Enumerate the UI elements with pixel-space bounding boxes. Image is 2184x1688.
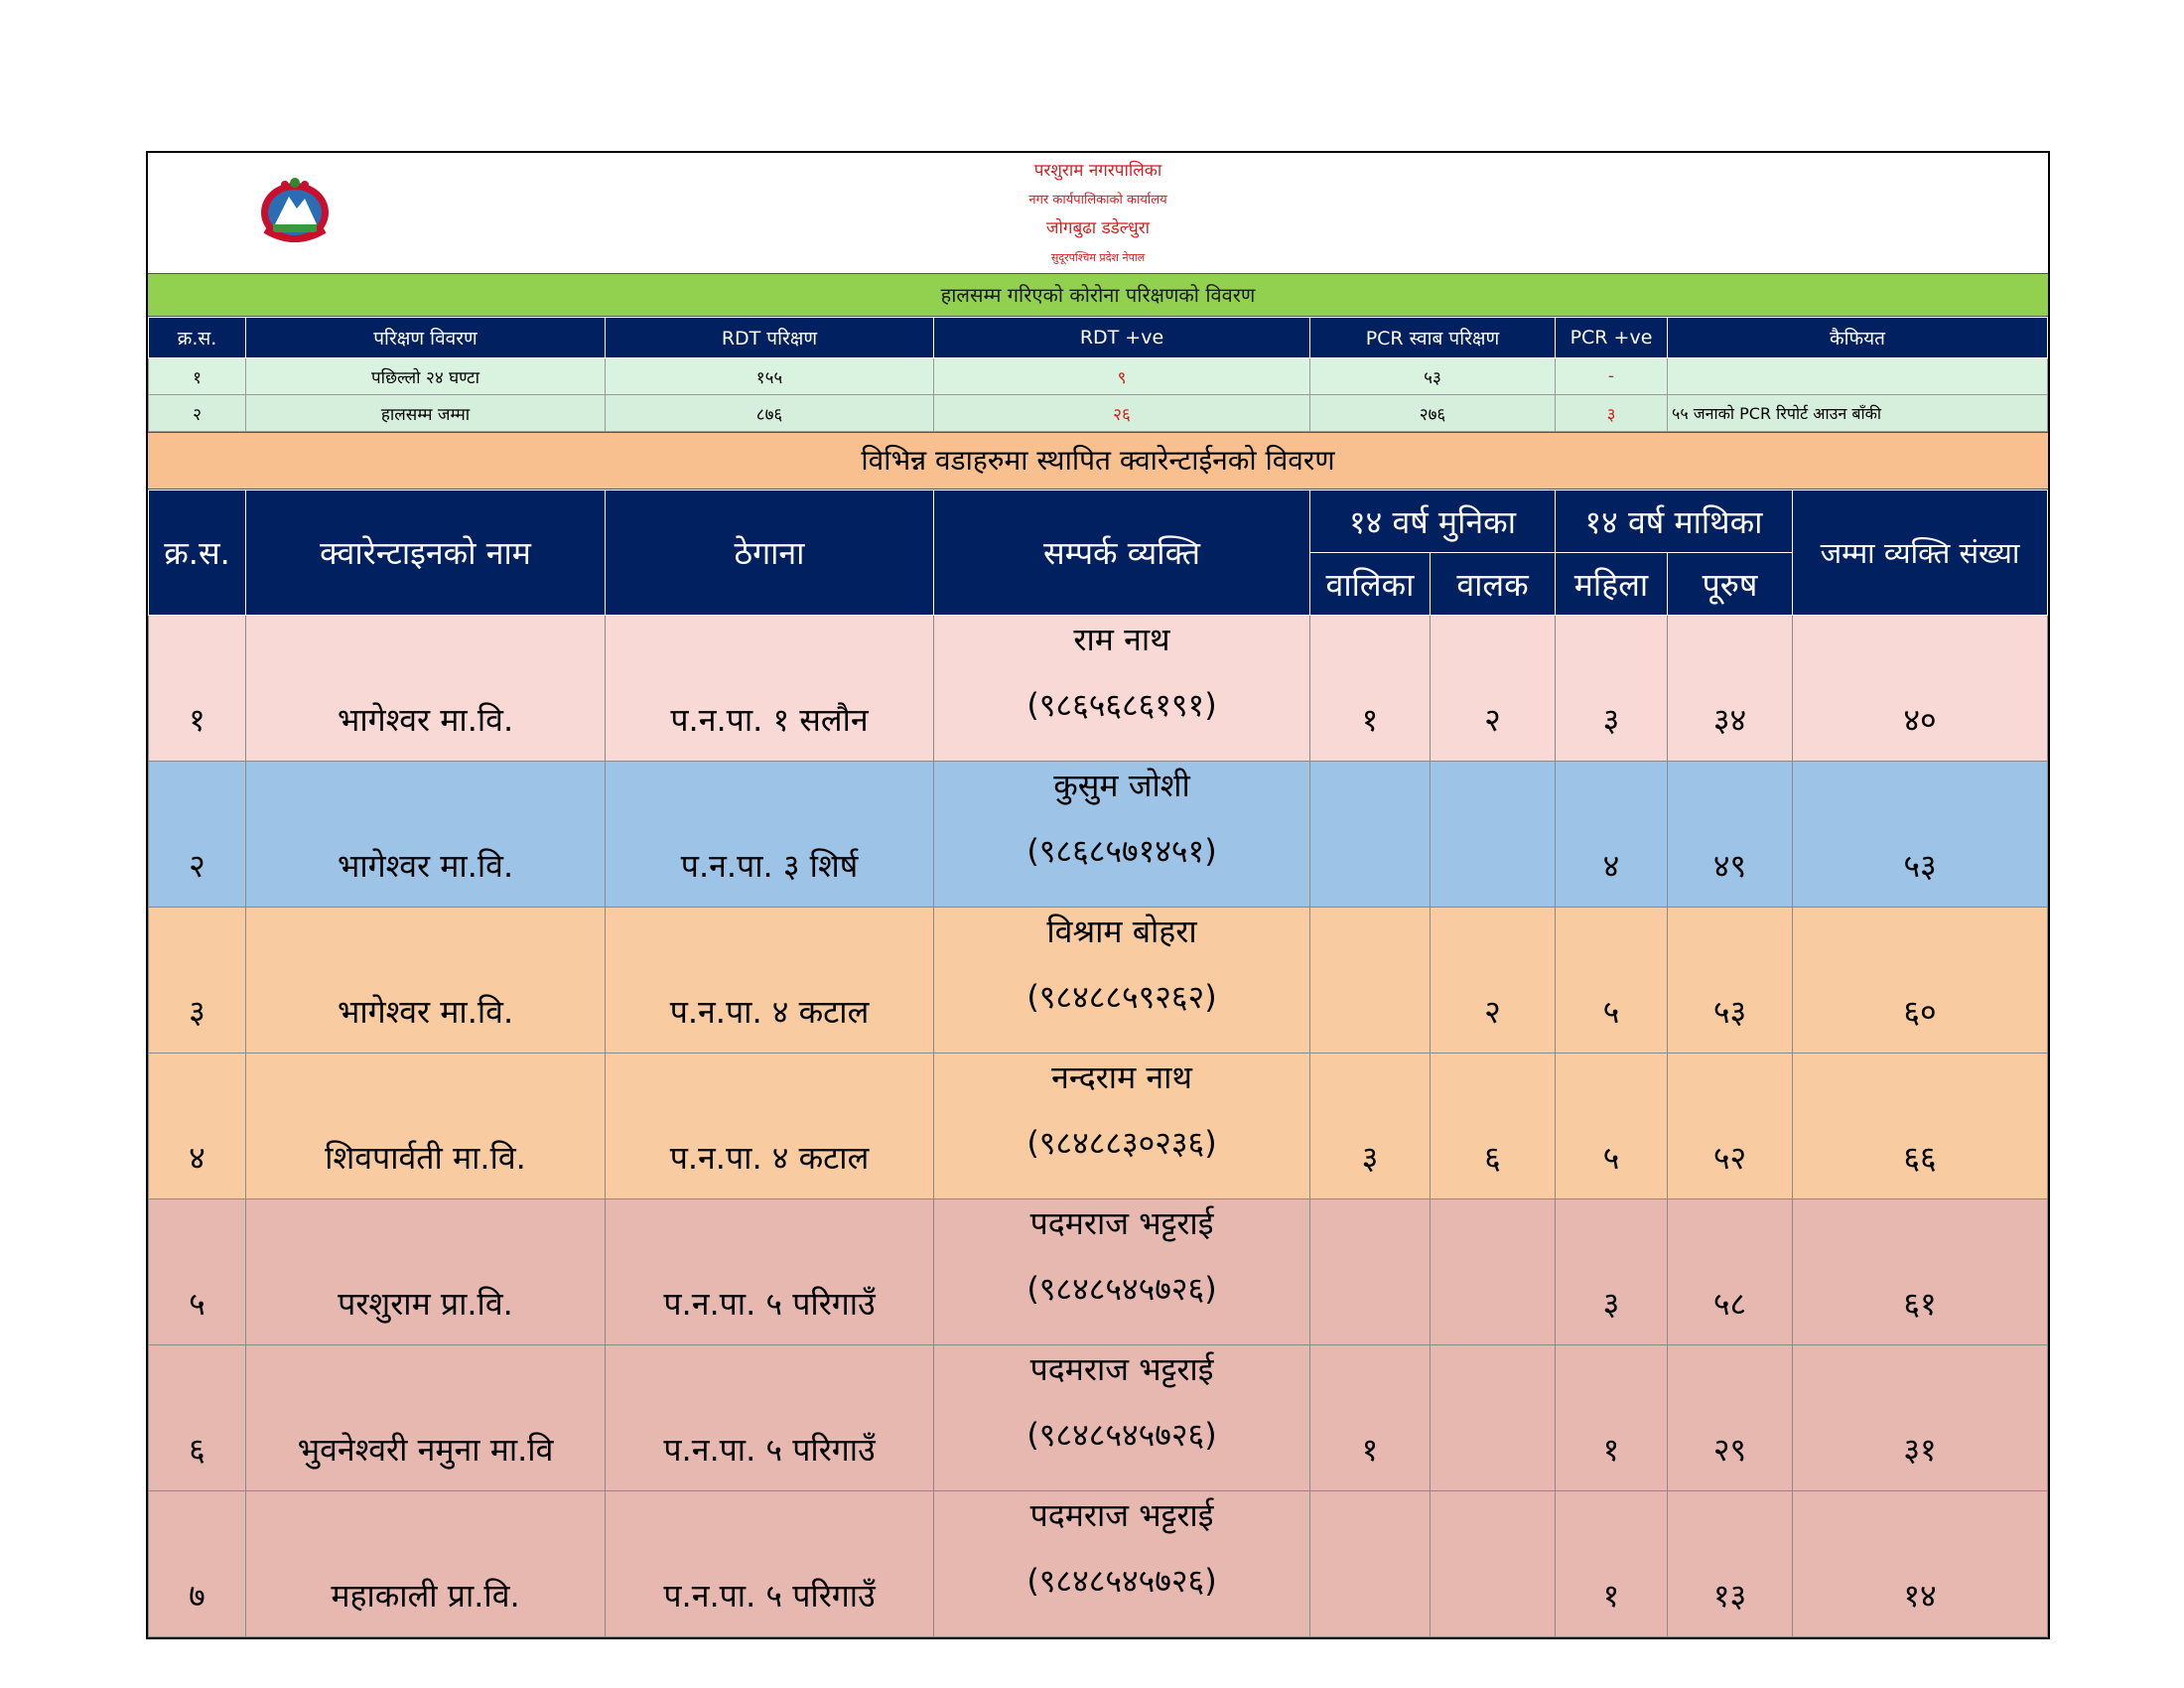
cell-sn: २	[149, 395, 246, 432]
cell-total: ४०	[1793, 616, 2048, 762]
cell-total: ३१	[1793, 1345, 2048, 1491]
contact-phone: (९८४८८३०२३६)	[1026, 1124, 1217, 1162]
table-row	[149, 1491, 2048, 1637]
cell-sn: ५	[149, 1199, 246, 1345]
cell-contact	[934, 616, 1310, 762]
cell-men: ४९	[1668, 762, 1793, 908]
cell-desc: हालसम्म जम्मा	[246, 395, 606, 432]
testing-col-remarks: कैफियत	[1668, 318, 2048, 358]
table-row	[149, 762, 2048, 908]
cell-girls: १	[1310, 1345, 1431, 1491]
cell-quarantine-name: शिवपार्वती मा.वि.	[246, 1054, 606, 1199]
contact-phone: (९८४८५४५७२६)	[1026, 1270, 1217, 1308]
cell-rdt: १५५	[606, 358, 934, 395]
table-row	[149, 908, 2048, 1054]
cell-women: १	[1556, 1491, 1668, 1637]
cell-sn: १	[149, 616, 246, 762]
cell-quarantine-name: भागेश्वर मा.वि.	[246, 616, 606, 762]
quarantine-col-over14: १४ वर्ष माथिका	[1556, 491, 1793, 553]
cell-sn: ३	[149, 908, 246, 1054]
cell-desc: पछिल्लो २४ घण्टा	[246, 358, 606, 395]
quarantine-col-under14: १४ वर्ष मुनिका	[1310, 491, 1556, 553]
table-row	[149, 1054, 2048, 1199]
quarantine-title: विभिन्न वडाहरुमा स्थापित क्वारेन्टाईनको विवरण	[148, 432, 2048, 490]
quarantine-table	[148, 490, 2048, 1637]
cell-men: ५८	[1668, 1199, 1793, 1345]
cell-address: प.न.पा. ५ परिगाउँ	[606, 1491, 934, 1637]
cell-contact	[934, 1345, 1310, 1491]
cell-girls: १	[1310, 616, 1431, 762]
quarantine-col-girls: वालिका	[1310, 553, 1431, 616]
cell-sn: ४	[149, 1054, 246, 1199]
cell-women: ५	[1556, 1054, 1668, 1199]
cell-total: १४	[1793, 1491, 2048, 1637]
cell-girls	[1310, 1199, 1431, 1345]
cell-quarantine-name: भुवनेश्वरी नमुना मा.वि	[246, 1345, 606, 1491]
contact-name: नन्दराम नाथ	[1051, 1058, 1192, 1096]
contact-phone: (९८६८५७१४५१)	[1026, 832, 1217, 870]
report-sheet	[146, 151, 2050, 1639]
cell-sn: १	[149, 358, 246, 395]
cell-men: २९	[1668, 1345, 1793, 1491]
contact-phone: (९८४८८५९२६२)	[1026, 978, 1217, 1016]
quarantine-col-men: पूरुष	[1668, 553, 1793, 616]
municipality-name: परशुराम नगरपालिका	[1033, 161, 1162, 181]
quarantine-col-total: जम्मा व्यक्ति संख्या	[1793, 491, 2048, 616]
cell-quarantine-name: परशुराम प्रा.वि.	[246, 1199, 606, 1345]
cell-boys	[1431, 1199, 1556, 1345]
cell-women: ४	[1556, 762, 1668, 908]
cell-quarantine-name: महाकाली प्रा.वि.	[246, 1491, 606, 1637]
quarantine-col-name: क्वारेन्टाइनको नाम	[246, 491, 606, 616]
cell-men: ३४	[1668, 616, 1793, 762]
cell-sn: २	[149, 762, 246, 908]
contact-name: राम नाथ	[1073, 621, 1170, 658]
cell-total: ६१	[1793, 1199, 2048, 1345]
cell-contact	[934, 1199, 1310, 1345]
cell-boys	[1431, 762, 1556, 908]
testing-col-rdt: RDT परिक्षण	[606, 318, 934, 358]
contact-name: विश्राम बोहरा	[1046, 913, 1197, 950]
quarantine-col-address: ठेगाना	[606, 491, 934, 616]
cell-total: ५३	[1793, 762, 2048, 908]
table-row	[149, 1199, 2048, 1345]
cell-women: ३	[1556, 1199, 1668, 1345]
testing-col-sn: क्र.स.	[149, 318, 246, 358]
cell-remarks	[1668, 358, 2048, 395]
cell-address: प.न.पा. ४ कटाल	[606, 1054, 934, 1199]
cell-remarks: ५५ जनाको PCR रिपोर्ट आउन बाँकी	[1668, 395, 2048, 432]
cell-quarantine-name: भागेश्वर मा.वि.	[246, 762, 606, 908]
testing-col-pcr: PCR स्वाब परिक्षण	[1310, 318, 1556, 358]
cell-boys: ६	[1431, 1054, 1556, 1199]
cell-women: ३	[1556, 616, 1668, 762]
testing-col-desc: परिक्षण विवरण	[246, 318, 606, 358]
cell-quarantine-name: भागेश्वर मा.वि.	[246, 908, 606, 1054]
cell-girls: ३	[1310, 1054, 1431, 1199]
table-row	[149, 1345, 2048, 1491]
quarantine-col-boys: वालक	[1431, 553, 1556, 616]
contact-phone: (९८४८५४५७२६)	[1026, 1562, 1217, 1600]
cell-address: प.न.पा. १ सलौन	[606, 616, 934, 762]
cell-contact	[934, 1054, 1310, 1199]
cell-boys	[1431, 1345, 1556, 1491]
quarantine-col-women: महिला	[1556, 553, 1668, 616]
cell-pcr: ५३	[1310, 358, 1556, 395]
cell-boys	[1431, 1491, 1556, 1637]
cell-contact	[934, 1491, 1310, 1637]
testing-header-row	[149, 318, 2048, 358]
cell-address: प.न.पा. ५ परिगाउँ	[606, 1199, 934, 1345]
cell-pcr-positive: -	[1556, 358, 1668, 395]
contact-phone: (९८६५६८६१९१)	[1026, 686, 1217, 724]
cell-address: प.न.पा. ४ कटाल	[606, 908, 934, 1054]
quarantine-col-contact: सम्पर्क व्यक्ति	[934, 491, 1310, 616]
cell-women: ५	[1556, 908, 1668, 1054]
quarantine-header-row	[149, 491, 2048, 553]
cell-total: ६०	[1793, 908, 2048, 1054]
quarantine-col-sn: क्र.स.	[149, 491, 246, 616]
contact-name: कुसुम जोशी	[1053, 767, 1190, 804]
contact-name: पदमराज भट्टराई	[1029, 1350, 1214, 1388]
cell-boys: २	[1431, 616, 1556, 762]
cell-girls	[1310, 762, 1431, 908]
testing-col-pcr-positive: PCR +ve	[1556, 318, 1668, 358]
contact-phone: (९८४८५४५७२६)	[1026, 1416, 1217, 1454]
cell-men: ५२	[1668, 1054, 1793, 1199]
cell-contact	[934, 908, 1310, 1054]
cell-boys: २	[1431, 908, 1556, 1054]
testing-col-rdt-positive: RDT +ve	[934, 318, 1310, 358]
cell-total: ६६	[1793, 1054, 2048, 1199]
table-row	[149, 616, 2048, 762]
office-location: जोगबुढा डडेल्धुरा	[1045, 218, 1151, 238]
contact-name: पदमराज भट्टराई	[1029, 1496, 1214, 1534]
province-name: सुदूरपश्चिम प्रदेश नेपाल	[1050, 251, 1146, 264]
cell-girls	[1310, 908, 1431, 1054]
office-name: नगर कार्यपालिकाको कार्यालय	[1028, 193, 1167, 208]
testing-table	[148, 317, 2048, 432]
cell-contact	[934, 762, 1310, 908]
cell-sn: ७	[149, 1491, 246, 1637]
testing-title: हालसम्म गरिएको कोरोना परिक्षणको विवरण	[148, 274, 2048, 317]
cell-girls	[1310, 1491, 1431, 1637]
cell-address: प.न.पा. ५ परिगाउँ	[606, 1345, 934, 1491]
report-header	[148, 153, 2048, 274]
table-row	[149, 358, 2048, 395]
cell-rdt: ८७६	[606, 395, 934, 432]
cell-pcr: २७६	[1310, 395, 1556, 432]
cell-men: ५३	[1668, 908, 1793, 1054]
cell-rdt-positive: ९	[934, 358, 1310, 395]
table-row	[149, 395, 2048, 432]
cell-pcr-positive: ३	[1556, 395, 1668, 432]
contact-name: पदमराज भट्टराई	[1029, 1204, 1214, 1242]
quarantine-rows	[149, 616, 2048, 1637]
cell-rdt-positive: २६	[934, 395, 1310, 432]
cell-men: १३	[1668, 1491, 1793, 1637]
cell-sn: ६	[149, 1345, 246, 1491]
cell-women: १	[1556, 1345, 1668, 1491]
cell-address: प.न.पा. ३ शिर्ष	[606, 762, 934, 908]
